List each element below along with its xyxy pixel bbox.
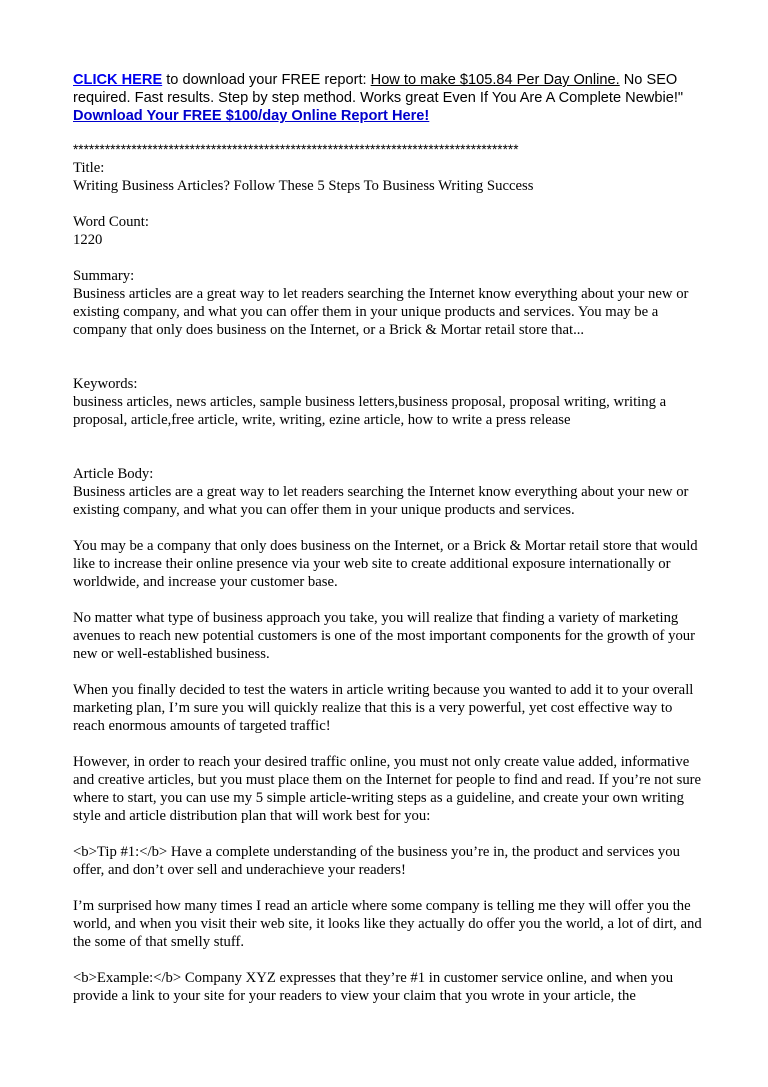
summary-text: Business articles are a great way to let readers searching the Internet know everything about your new or existing company, and what you can offer them in your unique products and services. You may be a company that only does business on the Internet, or a Brick & Mortar retail store that...	[73, 286, 689, 338]
article-paragraph: Business articles are a great way to let readers searching the Internet know everything about your new or existing company, and what you can offer them in your unique products and services.	[73, 484, 689, 518]
download-report-link[interactable]: Download Your FREE $100/day Online Report Here!	[73, 108, 430, 124]
article-paragraph: No matter what type of business approach you take, you will realize that finding a variety of marketing avenues to reach new potential customers is one of the most important components for the growth of your new or well-established business.	[73, 610, 696, 662]
promo-block	[73, 71, 703, 125]
word-count-value: 1220	[73, 232, 103, 248]
word-count-label: Word Count:	[73, 214, 149, 230]
article-body-label: Article Body:	[73, 466, 154, 482]
click-here-link[interactable]: CLICK HERE	[73, 72, 163, 88]
title-value: Writing Business Articles? Follow These 5 Steps To Business Writing Success	[73, 178, 534, 194]
article-paragraph: When you finally decided to test the waters in article writing because you wanted to add it to your overall marketing plan, I’m sure you will quickly realize that this is a very powerful, yet cost effective way to reach enormous amounts of targeted traffic!	[73, 682, 694, 734]
promo-text-2: No SEO required. Fast results. Step by step method. Works great Even If You Are A Complete Newbie!"	[73, 72, 684, 106]
keywords-text: business articles, news articles, sample business letters,business proposal, proposal writing, writing a proposal, article,free article, write, writing, ezine article, how to write a press release	[73, 394, 667, 428]
document-page	[73, 71, 703, 1005]
article-paragraph: However, in order to reach your desired traffic online, you must not only create value added, informative and creative articles, but you must place them on the Internet for people to find and read. If you’re not sure where to start, you can use my 5 simple article-writing steps as a guideline, and create your own writing style and article distribution plan that will work best for you:	[73, 754, 702, 824]
tip-1-paragraph: <b>Tip #1:</b> Have a complete understanding of the business you’re in, the product and services you offer, and don’t over sell and underachieve your readers!	[73, 844, 680, 878]
keywords-label: Keywords:	[73, 376, 138, 392]
promo-text-1: to download your FREE report:	[162, 72, 371, 88]
title-label: Title:	[73, 160, 105, 176]
report-title-link[interactable]: How to make $105.84 Per Day Online.	[370, 72, 620, 88]
summary-label: Summary:	[73, 268, 135, 284]
article-paragraph: You may be a company that only does business on the Internet, or a Brick & Mortar retail store that would like to increase their online presence via your web site to create additional exposure internationally or worldwide, and increase your customer base.	[73, 538, 698, 590]
article-paragraph: I’m surprised how many times I read an article where some company is telling me they will offer you the world, and when you visit their web site, it looks like they actually do offer you the world, a lot of dirt, and the some of that smelly stuff.	[73, 898, 702, 950]
example-paragraph: <b>Example:</b> Company XYZ expresses that they’re #1 in customer service online, and when you provide a link to your site for your readers to view your claim that you wrote in your article, the	[73, 970, 674, 1004]
article-content	[73, 159, 703, 1005]
separator-line: ************************************************************************************	[73, 142, 519, 157]
